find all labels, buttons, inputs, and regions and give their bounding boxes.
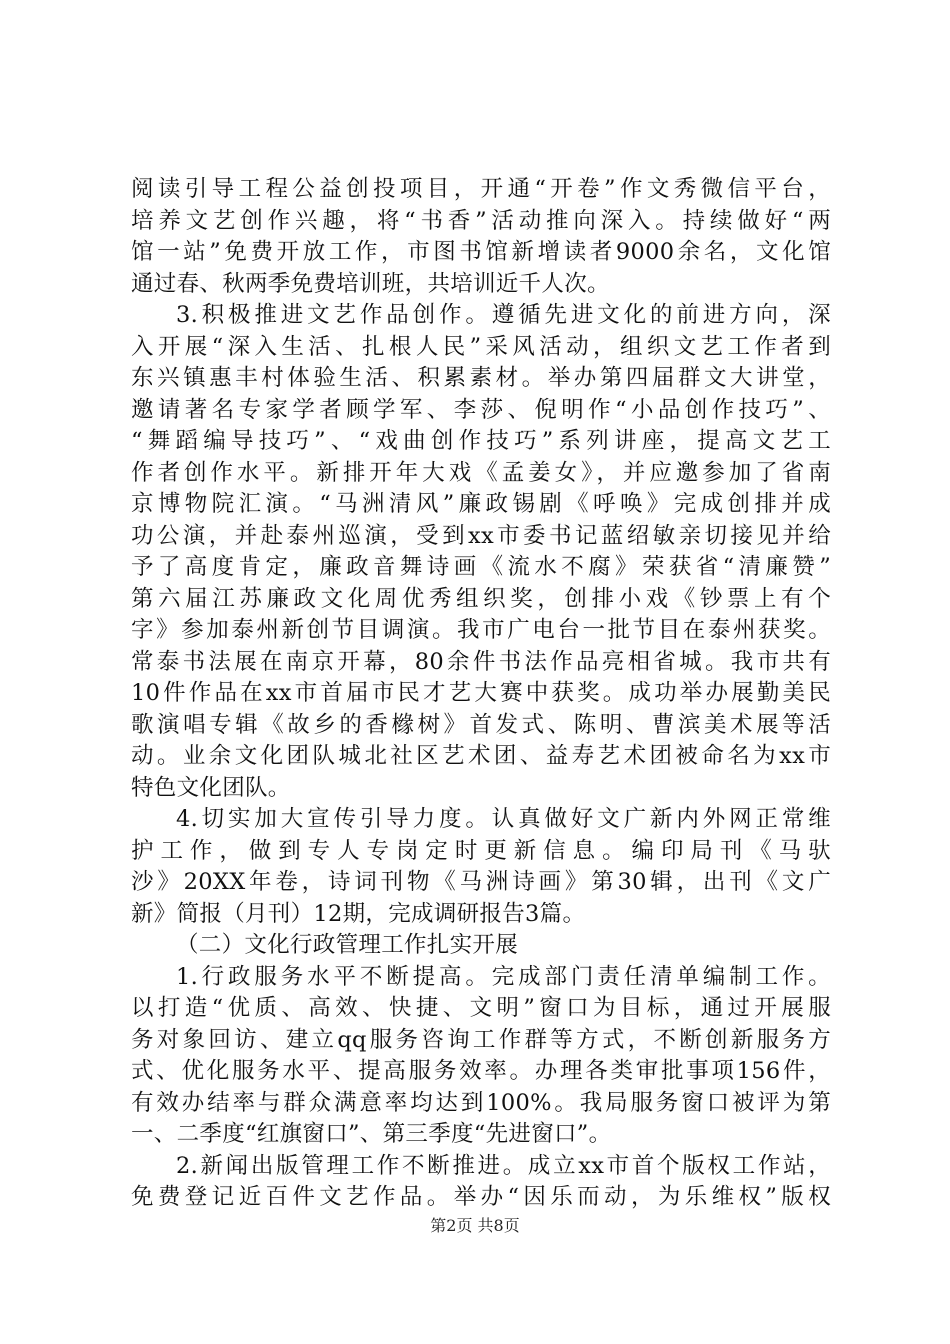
text-line: “舞蹈编导技巧”、“戏曲创作技巧”系列讲座，提高文艺工 bbox=[131, 428, 831, 454]
text-line: 式、优化服务水平、提高服务效率。办理各类审批事项156件， bbox=[131, 1058, 831, 1084]
text-line: 东兴镇惠丰村体验生活、积累素材。举办第四届群文大讲堂， bbox=[131, 365, 831, 391]
text-line: 邀请著名专家学者顾学军、李莎、倪明作“小品创作技巧”、 bbox=[131, 396, 831, 423]
text-line: 字》参加泰州新创节目调演。我市广电台一批节目在泰州获奖。 bbox=[131, 617, 831, 643]
page-footer: 第2页 共8页 bbox=[430, 1216, 520, 1235]
text-line: 以打造“优质、高效、快捷、文明”窗口为目标，通过开展服 bbox=[131, 995, 831, 1021]
text-line: 入开展“深入生活、扎根人民”采风活动，组织文艺工作者到 bbox=[131, 333, 831, 360]
text-line: 常泰书法展在南京开幕，80余件书法作品亮相省城。我市共有 bbox=[131, 648, 831, 675]
text-line: 3.积极推进文艺作品创作。遵循先进文化的前进方向，深 bbox=[176, 302, 831, 328]
text-line: 培养文艺创作兴趣，将“书香”活动推向深入。持续做好“两 bbox=[131, 207, 831, 234]
text-line: 务对象回访、建立qq服务咨询工作群等方式，不断创新服务方 bbox=[131, 1026, 831, 1053]
text-line: 10件作品在xx市首届市民才艺大赛中获奖。成功举办展勤美民 bbox=[131, 680, 831, 706]
document-body bbox=[131, 174, 831, 1214]
text-line: 京博物院汇演。“马洲清风”廉政锡剧《呼唤》完成创排并成 bbox=[131, 491, 831, 517]
text-line: 免费登记近百件文艺作品。举办“因乐而动，为乐维权”版权 bbox=[131, 1184, 831, 1210]
text-line: 歌演唱专辑《故乡的香橼树》首发式、陈明、曹滨美术展等活 bbox=[131, 711, 831, 738]
text-line: 2.新闻出版管理工作不断推进。成立xx市首个版权工作站， bbox=[176, 1152, 831, 1179]
text-line: 阅读引导工程公益创投项目，开通“开卷”作文秀微信平台， bbox=[131, 176, 831, 202]
text-line: 馆一站”免费开放工作，市图书馆新增读者9000余名，文化馆 bbox=[131, 239, 831, 265]
text-line: （二）文化行政管理工作扎实开展 bbox=[176, 932, 519, 958]
text-line: 4.切实加大宣传引导力度。认真做好文广新内外网正常维 bbox=[176, 806, 831, 832]
text-line: 一、二季度“红旗窗口”、第三季度“先进窗口”。 bbox=[131, 1121, 612, 1147]
text-line: 第六届江苏廉政文化周优秀组织奖，创排小戏《钞票上有个 bbox=[131, 585, 831, 612]
text-line: 功公演，并赴泰州巡演，受到xx市委书记蓝绍敏亲切接见并给 bbox=[131, 522, 831, 549]
text-line: 动。业余文化团队城北社区艺术团、益寿艺术团被命名为xx市 bbox=[131, 743, 831, 769]
text-line: 新》简报（月刊）12期，完成调研报告3篇。 bbox=[131, 900, 586, 927]
text-line: 予了高度肯定，廉政音舞诗画《流水不腐》荣获省“清廉赞” bbox=[131, 554, 831, 580]
text-line: 1.行政服务水平不断提高。完成部门责任清单编制工作。 bbox=[176, 963, 831, 990]
text-line: 沙》20XX年卷，诗词刊物《马洲诗画》第30辑，出刊《文广 bbox=[131, 869, 831, 895]
text-line: 通过春、秋两季免费培训班，共培训近千人次。 bbox=[131, 270, 610, 297]
text-line: 特色文化团队。 bbox=[131, 774, 291, 801]
text-line: 有效办结率与群众满意率均达到100%。我局服务窗口被评为第 bbox=[131, 1089, 831, 1116]
text-line: 作者创作水平。新排开年大戏《孟姜女》，并应邀参加了省南 bbox=[131, 459, 831, 486]
text-line: 护工作，做到专人专岗定时更新信息。编印局刊《马驮 bbox=[131, 837, 831, 864]
